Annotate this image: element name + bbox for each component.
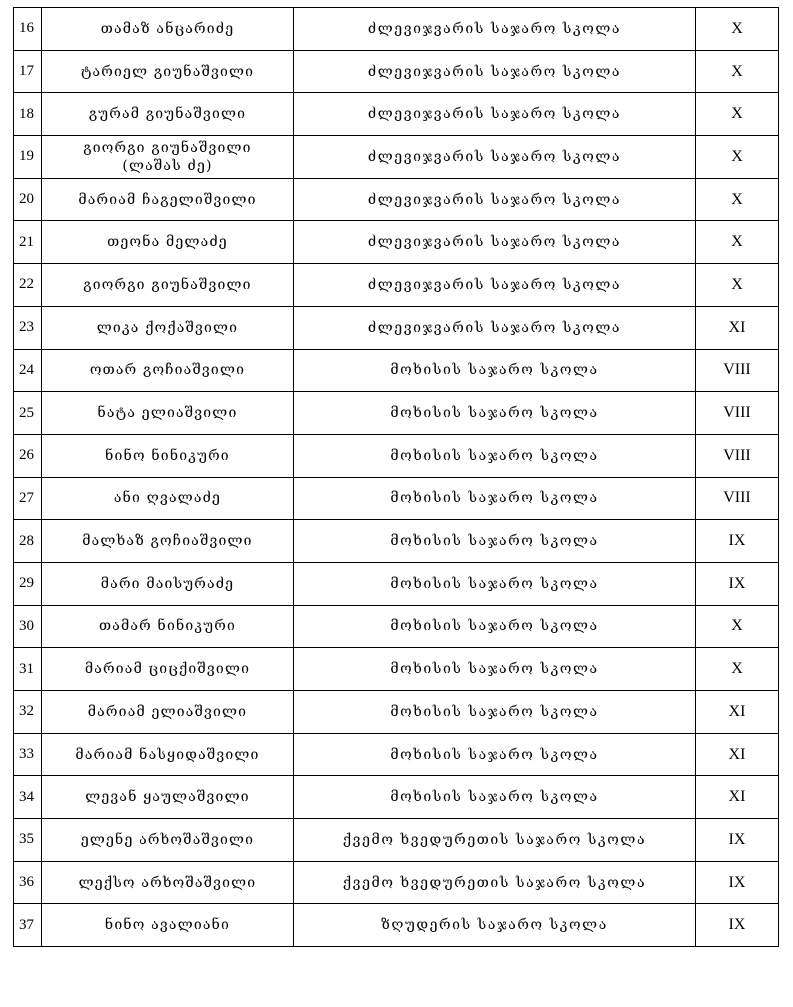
grade: VIII [696,349,779,392]
student-name: ანი ღვალაძე [42,477,294,520]
table-row [14,136,779,179]
table-row [14,349,779,392]
student-name-line1: გიორგი გიუნაშვილი [83,139,252,156]
school-name: ძლევიჯვარის საჯარო სკოლა [294,221,696,264]
row-number: 26 [14,434,42,477]
grade: X [696,221,779,264]
student-name: მალხაზ გოჩიაშვილი [42,520,294,563]
table-row [14,819,779,862]
grade: X [696,178,779,221]
table-row [14,861,779,904]
school-name: ძლევიჯვარის საჯარო სკოლა [294,8,696,51]
table-row [14,8,779,51]
grade: X [696,648,779,691]
table-row [14,605,779,648]
student-name: მარიამ ციცქიშვილი [42,648,294,691]
school-name: ძლევიჯვარის საჯარო სკოლა [294,178,696,221]
school-name: ზღუდერის საჯარო სკოლა [294,904,696,947]
school-name: მოხისის საჯარო სკოლა [294,605,696,648]
row-number: 31 [14,648,42,691]
table-row [14,562,779,605]
student-name: თეონა მელაძე [42,221,294,264]
student-name: გიორგი გიუნაშვილი [42,264,294,307]
school-name: მოხისის საჯარო სკოლა [294,562,696,605]
grade: IX [696,562,779,605]
grade: IX [696,861,779,904]
school-name: ძლევიჯვარის საჯარო სკოლა [294,50,696,93]
row-number: 24 [14,349,42,392]
school-name: მოხისის საჯარო სკოლა [294,434,696,477]
grade: X [696,50,779,93]
student-name: ლიკა ქოქაშვილი [42,306,294,349]
table-row [14,221,779,264]
student-name: ოთარ გოჩიაშვილი [42,349,294,392]
grade: VIII [696,477,779,520]
table-row [14,477,779,520]
grade: XI [696,691,779,734]
row-number: 34 [14,776,42,819]
row-number: 37 [14,904,42,947]
grade: X [696,93,779,136]
table-row [14,264,779,307]
row-number: 33 [14,733,42,776]
student-name: თამაზ ანცარიძე [42,8,294,51]
grade: VIII [696,392,779,435]
table-row [14,50,779,93]
student-name: გურამ გიუნაშვილი [42,93,294,136]
school-name: მოხისის საჯარო სკოლა [294,520,696,563]
table-row [14,93,779,136]
row-number: 19 [14,136,42,179]
student-name: ტარიელ გიუნაშვილი [42,50,294,93]
grade: XI [696,776,779,819]
table-row [14,392,779,435]
grade: XI [696,733,779,776]
school-name: მოხისის საჯარო სკოლა [294,477,696,520]
student-name [42,136,294,179]
row-number: 17 [14,50,42,93]
row-number: 36 [14,861,42,904]
row-number: 21 [14,221,42,264]
row-number: 35 [14,819,42,862]
table-row [14,648,779,691]
row-number: 23 [14,306,42,349]
school-name: ძლევიჯვარის საჯარო სკოლა [294,306,696,349]
student-name: ლექსო არხოშაშვილი [42,861,294,904]
grade: X [696,136,779,179]
student-name: მარიამ ჩაგელიშვილი [42,178,294,221]
table-row [14,178,779,221]
student-name: მარიამ ნასყიდაშვილი [42,733,294,776]
school-name: მოხისის საჯარო სკოლა [294,648,696,691]
row-number: 22 [14,264,42,307]
table-row [14,691,779,734]
student-name: ნინო ნინიკური [42,434,294,477]
school-name: მოხისის საჯარო სკოლა [294,349,696,392]
table-row [14,520,779,563]
table-row [14,776,779,819]
row-number: 18 [14,93,42,136]
students-table [13,7,779,947]
school-name: მოხისის საჯარო სკოლა [294,392,696,435]
table-row [14,434,779,477]
student-name: თამარ ნინიკური [42,605,294,648]
school-name: მოხისის საჯარო სკოლა [294,691,696,734]
grade: IX [696,520,779,563]
row-number: 30 [14,605,42,648]
student-name: ნატა ელიაშვილი [42,392,294,435]
student-name-line2: (ლაშას ძე) [122,157,213,174]
row-number: 25 [14,392,42,435]
table-row [14,904,779,947]
student-name: მარიამ ელიაშვილი [42,691,294,734]
grade: X [696,8,779,51]
row-number: 32 [14,691,42,734]
school-name: მოხისის საჯარო სკოლა [294,776,696,819]
grade: VIII [696,434,779,477]
students-table-body [14,8,779,947]
table-row [14,733,779,776]
school-name: ძლევიჯვარის საჯარო სკოლა [294,264,696,307]
school-name: მოხისის საჯარო სკოლა [294,733,696,776]
school-name: ქვემო ხვედურეთის საჯარო სკოლა [294,819,696,862]
student-name: ნინო ავალიანი [42,904,294,947]
grade: X [696,605,779,648]
school-name: ქვემო ხვედურეთის საჯარო სკოლა [294,861,696,904]
grade: IX [696,819,779,862]
table-row [14,306,779,349]
grade: X [696,264,779,307]
row-number: 16 [14,8,42,51]
row-number: 20 [14,178,42,221]
student-name: ლევან ყაულაშვილი [42,776,294,819]
row-number: 29 [14,562,42,605]
school-name: ძლევიჯვარის საჯარო სკოლა [294,93,696,136]
student-name: ელენე არხოშაშვილი [42,819,294,862]
school-name: ძლევიჯვარის საჯარო სკოლა [294,136,696,179]
grade: IX [696,904,779,947]
grade: XI [696,306,779,349]
row-number: 28 [14,520,42,563]
row-number: 27 [14,477,42,520]
student-name: მარი მაისურაძე [42,562,294,605]
